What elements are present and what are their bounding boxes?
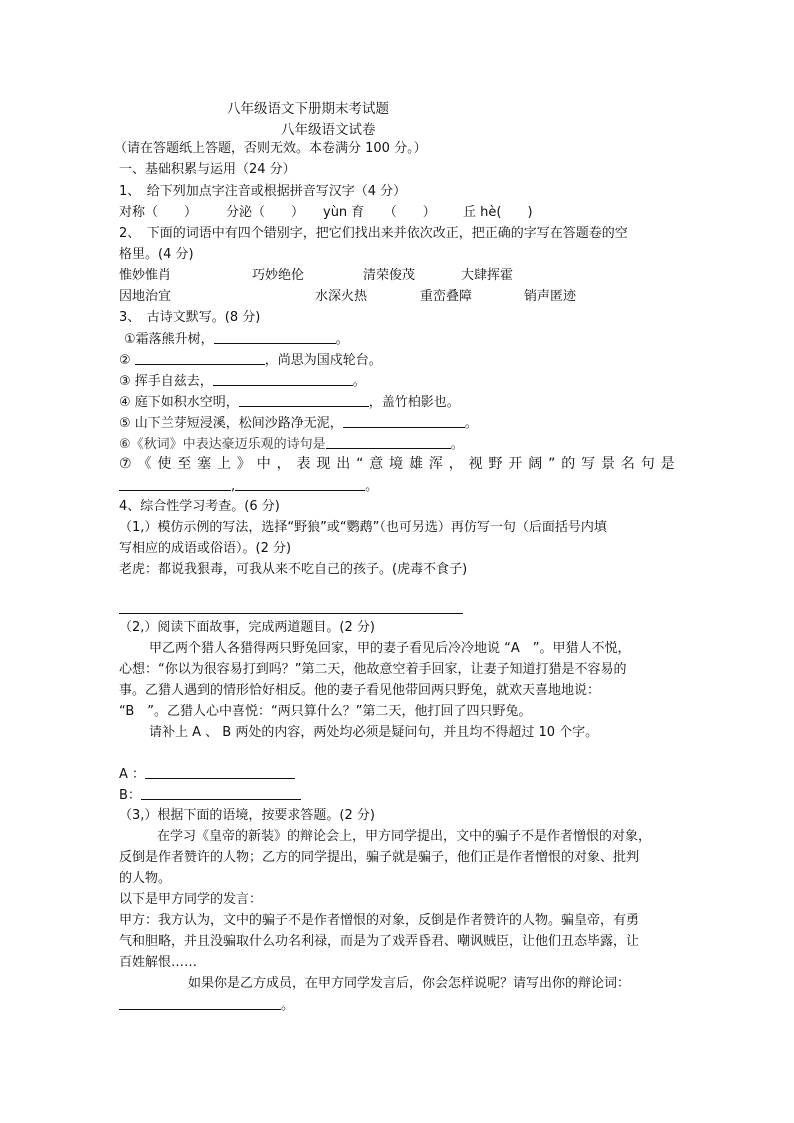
q2-row-1 xyxy=(119,267,513,284)
q2-word: 惟妙惟肖 xyxy=(119,268,172,283)
speech-line-3: 百姓解恨…… xyxy=(119,955,198,970)
q1-item: 丘 hè( ) xyxy=(463,205,533,220)
q2-word: 水深火热 xyxy=(315,289,368,304)
answer-blank[interactable] xyxy=(141,786,301,800)
answer-blank[interactable] xyxy=(119,996,281,1010)
q4-part1-example: 老虎：都说我狠毒，可我从来不吃自己的孩子。(虎毒不食子) xyxy=(119,562,468,577)
q1-items xyxy=(119,204,533,221)
answer-blank[interactable] xyxy=(214,330,336,344)
q3-line-3: ③ 挥手自兹去， 。 xyxy=(119,374,366,389)
q1-item: yùn 育 （ ） xyxy=(323,205,436,220)
story-line-4: “B ”。乙猎人心中喜悦：“两只算什么？”第二天，他打回了四只野兔。 xyxy=(119,704,532,719)
context-line-3: 的人物。 xyxy=(119,871,172,886)
context-line-2: 反倒是作者赞许的人物；乙方的同学提出，骗子就是骗子，他们正是作者憎恨的对象、批判 xyxy=(119,850,640,865)
q2-word: 因地治宜 xyxy=(119,289,172,304)
answer-blank[interactable] xyxy=(239,393,369,407)
speech-line-1: 甲方：我方认为，文中的骗子不是作者憎恨的对象，反倒是作者赞许的人物。骗皇帝，有勇 xyxy=(119,913,640,928)
q3-line-5: ⑤ 山下兰芽短浸溪，松间沙路净无泥， 。 xyxy=(119,416,478,431)
speech-line-2: 气和胆略，并且没骗取什么功名利禄，而是为了戏弄昏君、嘲讽贼臣，让他们丑态毕露，让 xyxy=(119,934,640,949)
q1-item: 对称（ ） xyxy=(119,205,198,220)
q4-stem: 4、综合性学习考查。(6 分) xyxy=(119,499,280,514)
section-heading: 一、基础积累与运用（24 分） xyxy=(119,162,296,177)
story-line-1: 甲乙两个猎人各猎得两只野兔回家，甲的妻子看见后冷冷地说 “A ”。甲猎人不悦， xyxy=(149,641,631,656)
q2-stem-cont: 格里。(4 分) xyxy=(119,247,194,262)
answer-blank[interactable] xyxy=(213,372,353,386)
exam-title: 八年级语文下册期末考试题 xyxy=(227,101,389,117)
q1-stem: 1、 给下列加点字注音或根据拼音写汉字（4 分） xyxy=(119,184,407,199)
answer-blank[interactable] xyxy=(135,351,265,365)
q3-stem: 3、 古诗文默写。(8 分) xyxy=(119,310,261,325)
q4-part3-stem: （3,）根据下面的语境，按要求答题。(2 分) xyxy=(119,808,375,823)
answer-blank[interactable] xyxy=(145,765,295,779)
q2-word: 重峦叠障 xyxy=(420,289,473,304)
q2-word: 大肆挥霍 xyxy=(461,268,514,283)
q4-part3-answer: 。 xyxy=(119,996,294,1014)
q3-line-4: ④ 庭下如积水空明， ，盖竹柏影也。 xyxy=(119,395,460,410)
context-line-4: 以下是甲方同学的发言： xyxy=(119,892,263,907)
q2-word: 巧妙绝伦 xyxy=(252,268,305,283)
q3-line-7-blanks: , 。 xyxy=(119,477,378,495)
answer-notice: （请在答题纸上答题，否则无效。本卷满分 100 分。） xyxy=(114,141,427,156)
answer-blank[interactable] xyxy=(326,435,451,449)
q2-word: 清荣俊茂 xyxy=(363,268,416,283)
q4-part1-stem: （1,）模仿示例的写法，选择“野狼”或“鹦鹉”（也可另选）再仿写一句（后面括号内填 xyxy=(119,520,607,535)
q3-line-2: ② ，尚思为国戍轮台。 xyxy=(119,353,382,368)
answer-a: A ： xyxy=(119,765,295,783)
answer-line[interactable] xyxy=(119,613,463,614)
answer-blank[interactable] xyxy=(119,477,231,491)
q4-part3-task: 如果你是乙方成员，在甲方同学发言后，你会怎样说呢？请写出你的辩论词： xyxy=(188,976,631,991)
q1-item: 分泌（ ） xyxy=(226,205,305,220)
q3-line-6: ⑥《秋词》中表达豪迈乐观的诗句是 。 xyxy=(119,437,464,452)
exam-subtitle: 八年级语文试卷 xyxy=(281,122,376,138)
q2-row-2 xyxy=(119,288,576,305)
q2-word: 销声匿迹 xyxy=(524,289,577,304)
context-line-1: 在学习《皇帝的新装》的辩论会上，甲方同学提出，文中的骗子不是作者憎恨的对象， xyxy=(157,829,652,844)
story-line-3: 事。乙猎人遇到的情形恰好相反。他的妻子看见他带回两只野兔，就欢天喜地地说： xyxy=(119,683,601,698)
q4-part1-stem-cont: 写相应的成语或俗语）。(2 分) xyxy=(119,541,292,556)
answer-blank[interactable] xyxy=(235,477,365,491)
answer-b: B： xyxy=(119,786,301,804)
q4-part2-task: 请补上 A 、 B 两处的内容，两处均必须是疑问句，并且均不得超过 10 个字。 xyxy=(149,725,599,740)
story-line-2: 心想：“你以为很容易打到吗？”第二天，他故意空着手回家，让妻子知道打猎是不容易的 xyxy=(119,662,627,677)
q4-part2-stem: （2,）阅读下面故事，完成两道题目。(2 分) xyxy=(119,620,375,635)
answer-blank[interactable] xyxy=(343,414,465,428)
q3-line-7: ⑦ 《 使 至 塞 上 》 中 ， 表 现 出 “ 意 境 雄 浑 ， 视 野 开 阔 ” 的 写 景 名 句 是 xyxy=(119,456,675,472)
q3-line-1: ①霜落熊升树， 。 xyxy=(124,332,349,347)
q2-stem: 2、 下面的词语中有四个错别字，把它们找出来并依次改正，把正确的字写在答题卷的空 xyxy=(119,226,628,241)
